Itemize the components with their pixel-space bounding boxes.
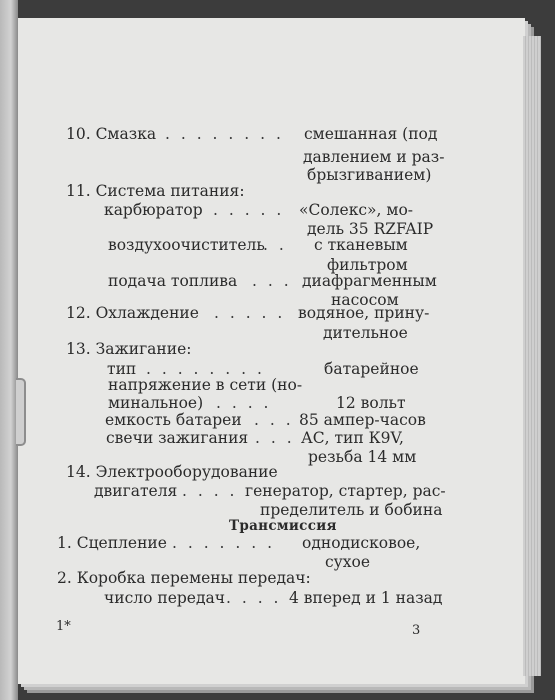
spec-line: 12. Охлаждение xyxy=(66,304,199,322)
spec-line: емкость батареи xyxy=(105,411,242,429)
leader-dots: . . . . . . . . xyxy=(146,360,265,378)
spec-line: 14. Электрооборудование xyxy=(66,463,278,481)
spec-line: диафрагменным xyxy=(302,272,437,290)
spec-line: подача топлива xyxy=(108,272,238,290)
spec-line: брызгиванием) xyxy=(307,166,432,184)
leader-dots: . . . xyxy=(252,272,292,290)
spec-line: смешанная (под xyxy=(304,125,438,143)
spec-line: 4 вперед и 1 назад xyxy=(289,589,443,607)
leader-dots: . . . . . . . xyxy=(172,534,276,552)
spec-line: 13. Зажигание: xyxy=(66,340,192,358)
spec-line: карбюратор xyxy=(104,201,203,219)
spec-line: «Солекс», мо- xyxy=(299,201,414,219)
spec-line: 85 ампер-часов xyxy=(299,411,426,429)
spec-line: резьба 14 мм xyxy=(308,448,417,466)
spec-line: воздухоочиститель xyxy=(108,236,265,254)
leader-dots: . . . . . . . . xyxy=(165,125,284,143)
leader-dots: . . . xyxy=(254,411,294,429)
spec-line: дель 35 RZFAIP xyxy=(307,220,434,238)
leader-dots: . . . . . xyxy=(214,304,286,322)
leader-dots: . . . . xyxy=(182,482,238,500)
spec-line: дительное xyxy=(323,324,408,342)
leader-dots: . . . . . xyxy=(213,201,285,219)
leader-dots: . . xyxy=(263,236,287,254)
spec-line: минальное) xyxy=(108,394,204,412)
spec-line: число передач xyxy=(104,589,225,607)
staple xyxy=(16,378,26,446)
signature-mark: 1* xyxy=(56,619,71,634)
spec-line: пределитель и бобина xyxy=(260,501,443,519)
spec-line: двигателя xyxy=(94,482,178,500)
leader-dots: . . . . xyxy=(226,589,282,607)
spec-line: АС, тип К9V, xyxy=(301,429,404,447)
leader-dots: . . . . xyxy=(216,394,272,412)
spec-line: фильтром xyxy=(327,256,408,274)
left-page-edge xyxy=(0,0,18,700)
spec-line: с тканевым xyxy=(314,236,408,254)
leader-dots: . . . xyxy=(255,429,295,447)
spec-line: 10. Смазка xyxy=(66,125,157,143)
page-stack-edge xyxy=(523,36,541,676)
page-number: 3 xyxy=(412,623,421,638)
spec-line: насосом xyxy=(331,291,399,309)
spec-line: генератор, стартер, рас- xyxy=(245,482,446,500)
spec-line: батарейное xyxy=(324,360,419,378)
section-heading-transmission: Трансмиссия xyxy=(229,518,337,534)
spec-line: сухое xyxy=(325,553,371,571)
spec-line: свечи зажигания xyxy=(106,429,249,447)
spec-line: напряжение в сети (но- xyxy=(108,376,303,394)
spec-line: однодисковое, xyxy=(302,534,421,552)
spec-line: водяное, прину- xyxy=(298,304,430,322)
spec-line: 11. Система питания: xyxy=(66,182,245,200)
spec-line: давлением и раз- xyxy=(303,148,445,166)
spec-line: 1. Сцепление xyxy=(57,534,167,552)
spec-line: 2. Коробка перемены передач: xyxy=(57,569,311,587)
spec-line: 12 вольт xyxy=(336,394,406,412)
spec-line: тип xyxy=(107,360,137,378)
